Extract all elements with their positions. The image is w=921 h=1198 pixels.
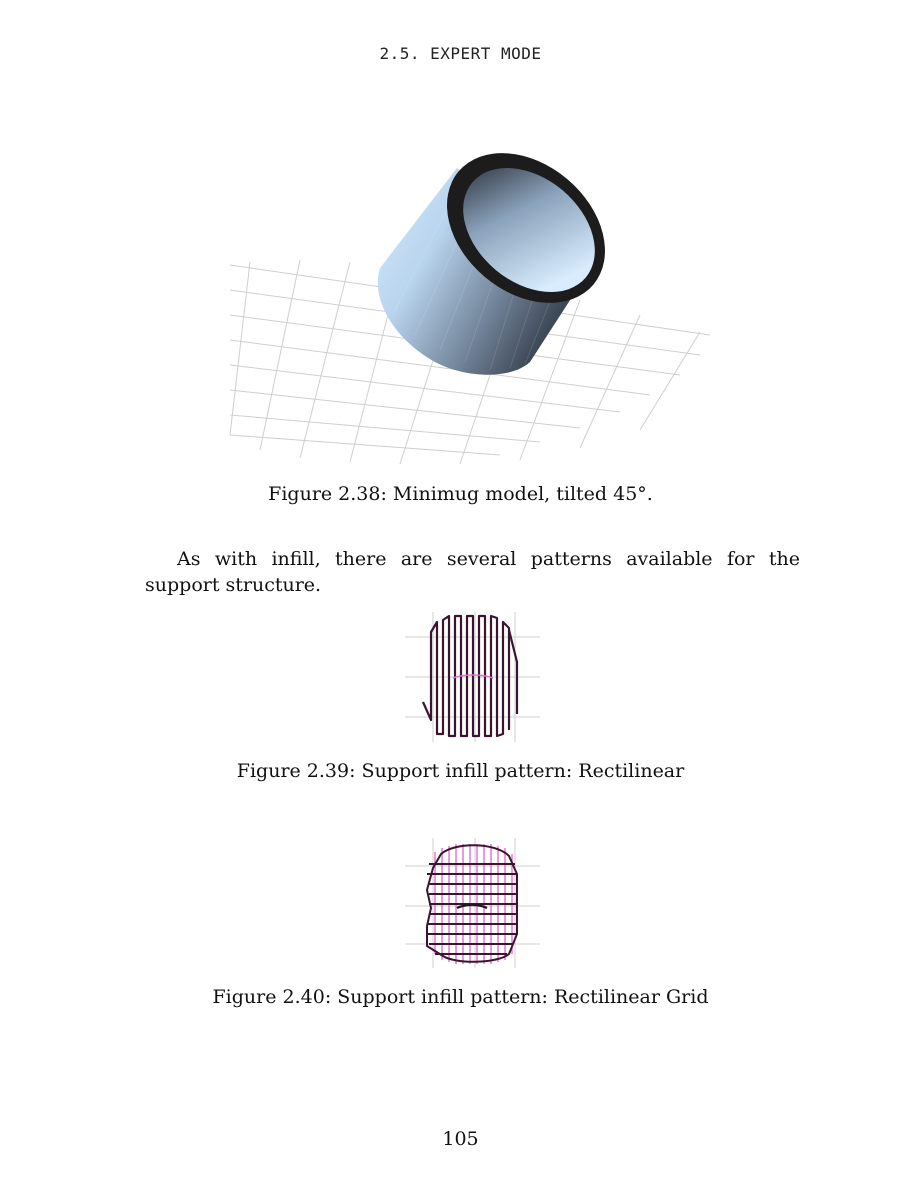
body-paragraph	[145, 546, 800, 598]
running-header: 2.5. EXPERT MODE	[379, 44, 542, 63]
figure-rectilinear-pattern	[405, 612, 540, 742]
figure-caption-2-40: Figure 2.40: Support infill pattern: Rectilinear Grid	[212, 986, 709, 1008]
body-paragraph-text: As with infill, there are several patterns available for the support structure.	[145, 548, 800, 596]
page-number: 105	[442, 1128, 479, 1150]
rectilinear-toolpath	[423, 616, 517, 736]
figure-caption-2-38: Figure 2.38: Minimug model, tilted 45°.	[268, 483, 653, 505]
figure-rectilinear-grid-pattern	[405, 838, 540, 968]
figure-minimug-model	[220, 150, 720, 470]
figure-caption-2-39: Figure 2.39: Support infill pattern: Rectilinear	[236, 760, 685, 782]
grid-dark-toolpath	[427, 845, 517, 962]
